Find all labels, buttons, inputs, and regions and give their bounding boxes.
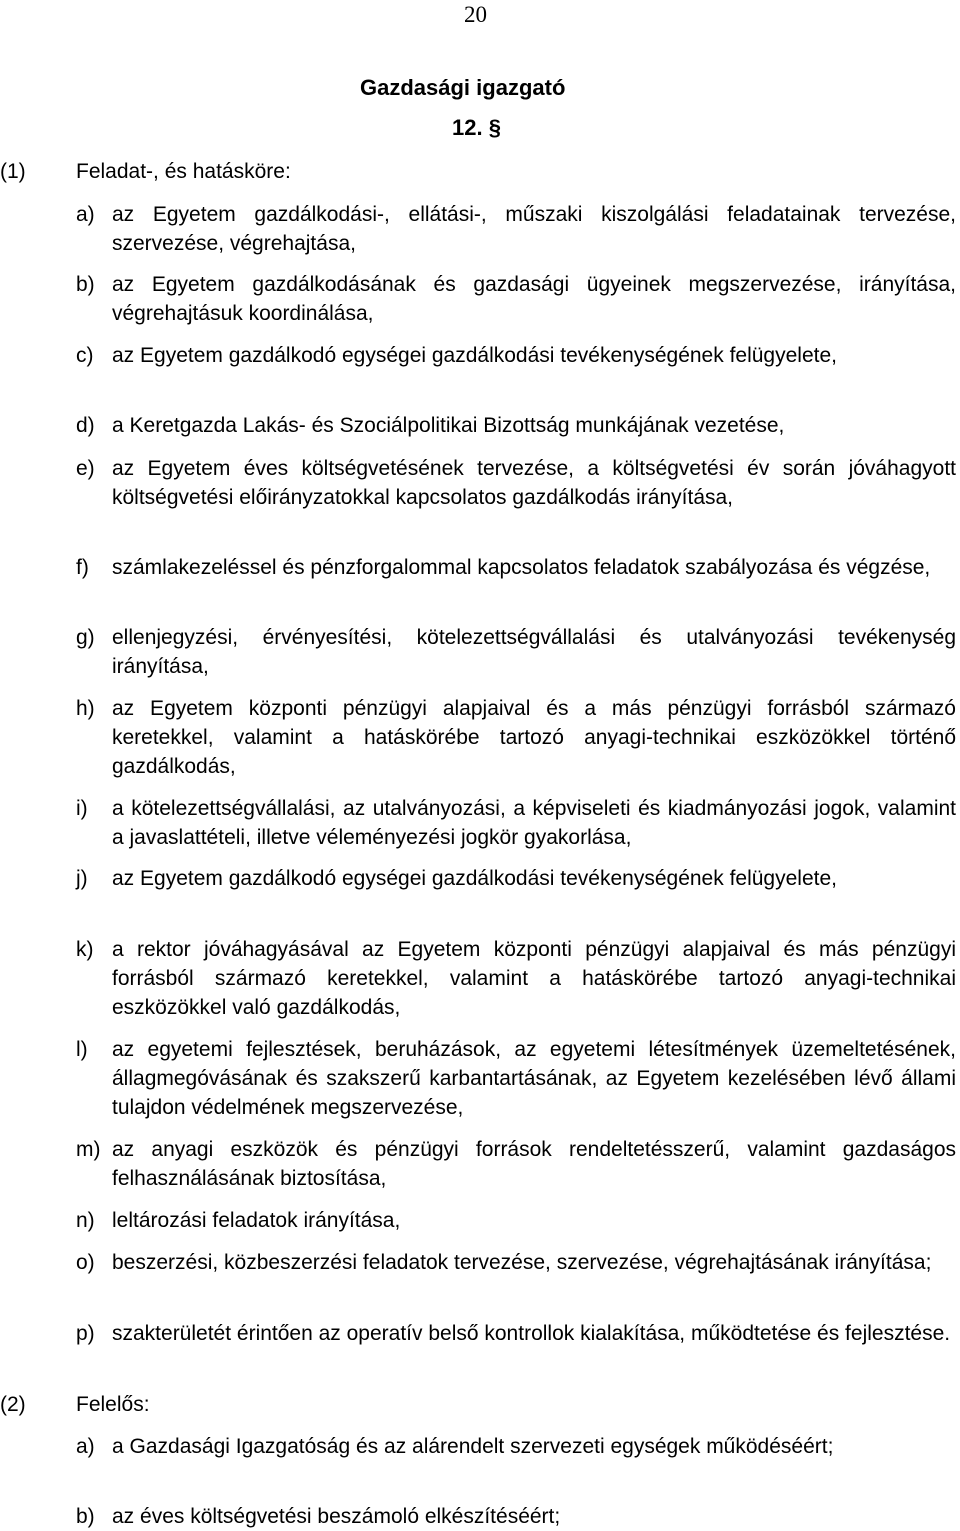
item-letter: k) [76,938,94,961]
item-letter: f) [76,556,89,579]
list-item [76,1319,956,1348]
item-text: leltározási feladatok irányítása, [112,1209,401,1232]
item-letter: m) [76,1138,101,1161]
item-letter: b) [76,1505,95,1528]
item-letter: e) [76,457,95,480]
paragraph-2-heading [0,1390,150,1419]
item-text: az Egyetem gazdálkodási-, ellátási-, műszaki kiszolgálási feladatainak tervezése, szervezése, végrehajtása, [112,203,956,255]
item-text: a Keretgazda Lakás- és Szociálpolitikai Bizottság munkájának vezetése, [112,414,785,437]
list-item [76,623,956,681]
list-item [76,270,956,328]
paragraph-1-heading [0,157,291,186]
item-text: az Egyetem éves költségvetésének tervezése, a költségvetési év során jóváhagyott költségvetési előirányzatokkal kapcsolatos gazdálkodás irányítása, [112,457,956,509]
item-letter: h) [76,697,95,720]
paragraph-number: (2) [0,1393,26,1416]
list-item [76,1135,956,1193]
section-heading: Gazdasági igazgató [360,75,566,100]
item-text: szakterületét érintően az operatív belső kontrollok kialakítása, működtetése és fejlesztése. [112,1322,951,1345]
item-text: az Egyetem gazdálkodó egységei gazdálkodási tevékenységének felügyelete, [112,867,837,890]
list-item [76,864,956,893]
item-text: számlakezeléssel és pénzforgalommal kapcsolatos feladatok szabályozása és végzése, [112,556,931,579]
item-text: az Egyetem gazdálkodó egységei gazdálkodási tevékenységének felügyelete, [112,344,837,367]
item-text: a Gazdasági Igazgatóság és az alárendelt szervezeti egységek működéséért; [112,1435,834,1458]
item-letter: c) [76,344,94,367]
item-letter: d) [76,414,95,437]
item-text: az egyetemi fejlesztések, beruházások, az egyetemi létesítmények üzemeltetésének, állagmegóvásának és szakszerű karbantartásának, az Egyetem kezelésében lévő állami tulajdon védelmének megszervezése, [112,1038,956,1119]
list-item [76,1206,956,1235]
item-letter: l) [76,1038,88,1061]
item-text: az Egyetem központi pénzügyi alapjaival és a más pénzügyi forrásból származó keretekkel, valamint a hatáskörébe tartozó anyagi-technikai eszközökkel történő gazdálkodás, [112,697,956,778]
list-item [76,200,956,258]
item-text: a kötelezettségvállalási, az utalványozási, a képviseleti és kiadmányozási jogok, valamint a javaslattételi, illetve véleményezési jogkör gyakorlása, [112,797,956,849]
item-letter: i) [76,797,88,820]
paragraph-title: Feladat-, és hatásköre: [76,160,291,183]
item-text: ellenjegyzési, érvényesítési, kötelezettségvállalási és utalványozási tevékenység irányítása, [112,626,956,678]
list-item [76,1502,956,1531]
list-item [76,935,956,1022]
list-item [76,794,956,852]
list-item [76,341,956,370]
list-item [76,1248,956,1277]
item-letter: o) [76,1251,95,1274]
page-number: 20 [464,2,487,27]
item-letter: a) [76,1435,95,1458]
item-letter: n) [76,1209,95,1232]
item-text: beszerzési, közbeszerzési feladatok tervezése, szervezése, végrehajtásának irányítása; [112,1251,932,1274]
item-letter: a) [76,203,95,226]
list-item [76,454,956,512]
paragraph-number: (1) [0,160,26,183]
list-item [76,1035,956,1122]
item-letter: j) [76,867,88,890]
section-number: 12. § [452,115,501,140]
item-letter: p) [76,1322,95,1345]
item-text: a rektor jóváhagyásával az Egyetem központi pénzügyi alapjaival és más pénzügyi forrásból származó keretekkel, valamint a hatáskörébe tartozó anyagi-technikai eszközökkel való gazdálkodás, [112,938,956,1019]
item-text: az éves költségvetési beszámoló elkészítéséért; [112,1505,561,1528]
list-item [76,694,956,781]
paragraph-title: Felelős: [76,1393,150,1416]
item-text: az Egyetem gazdálkodásának és gazdasági ügyeinek megszervezése, irányítása, végrehajtásuk koordinálása, [112,273,956,325]
list-item [76,1432,956,1461]
item-letter: g) [76,626,95,649]
item-text: az anyagi eszközök és pénzügyi források rendeltetésszerű, valamint gazdaságos felhasználásának biztosítása, [112,1138,956,1190]
list-item [76,553,956,582]
list-item [76,411,956,440]
item-letter: b) [76,273,95,296]
